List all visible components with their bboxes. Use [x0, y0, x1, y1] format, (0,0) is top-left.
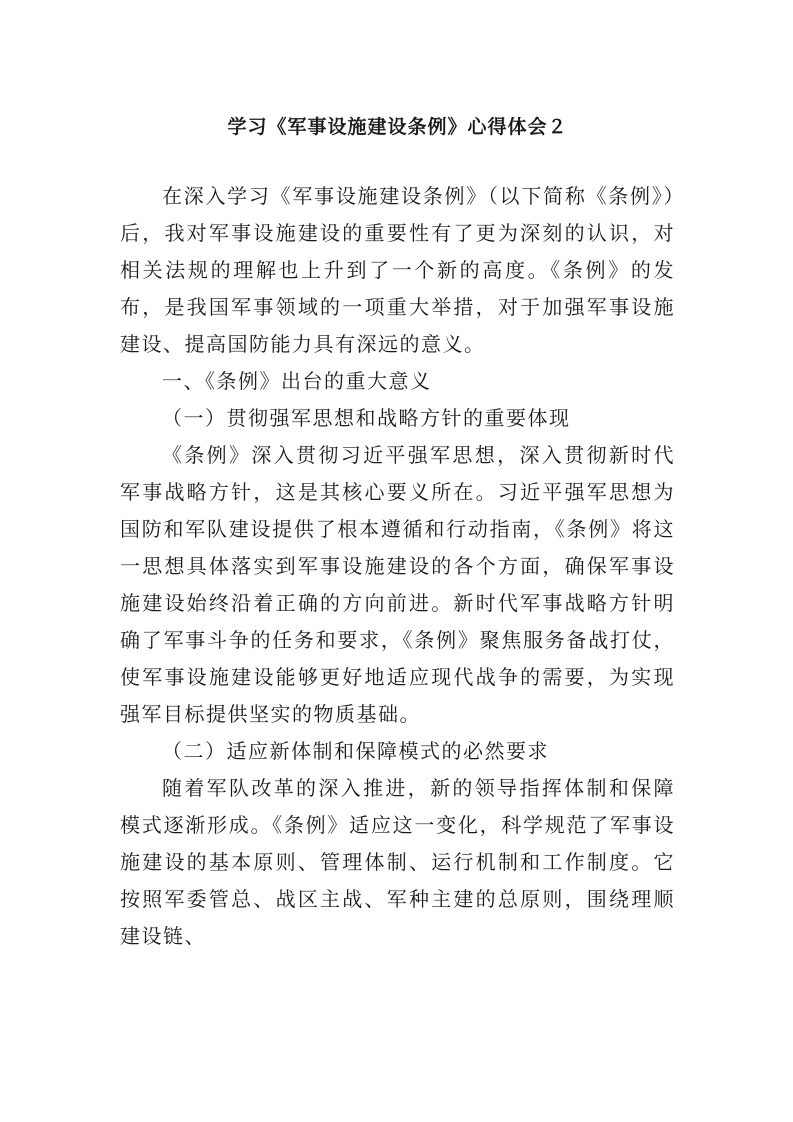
- document-title: 学习《军事设施建设条例》心得体会２: [227, 116, 568, 138]
- subsection-heading-2: （二）适应新体制和保障模式的必然要求: [162, 739, 549, 763]
- subsection-body-1: 《条例》深入贯彻习近平强军思想，深入贯彻新时代军事战略方针，这是其核心要义所在。习近平强军思想为国防和军队建设提供了根本遵循和行动指南，《条例》将这一思想具体落实到军事设施建设的各个方面，确保军事设施建设始终沿着正确的方向前进。新时代军事战略方针明确了军事斗争的任务和要求，《条例》聚焦服务备战打仗，使军事设施建设能够更好地适应现代战争的需要，为实现强军目标提供坚实的物质基础。: [120, 443, 675, 726]
- intro-paragraph: 在深入学习《军事设施建设条例》（以下简称《条例》）后，我对军事设施建设的重要性有了更为深刻的认识，对相关法规的理解也上升到了一个新的高度。《条例》的发布，是我国军事领域的一项重大举措，对于加强军事设施建设、提高国防能力具有深远的意义。: [120, 184, 675, 356]
- document-page: [120, 112, 675, 955]
- section-heading-1: 一、《条例》出台的重大意义: [162, 369, 432, 393]
- subsection-body-2: 随着军队改革的深入推进，新的领导指挥体制和保障模式逐渐形成。《条例》适应这一变化，科学规范了军事设施建设的基本原则、管理体制、运行机制和工作制度。它按照军委管总、战区主战、军种主建的总原则，围绕理顺建设链、: [120, 776, 675, 948]
- subsection-heading-1: （一）贯彻强军思想和战略方针的重要体现: [162, 406, 571, 430]
